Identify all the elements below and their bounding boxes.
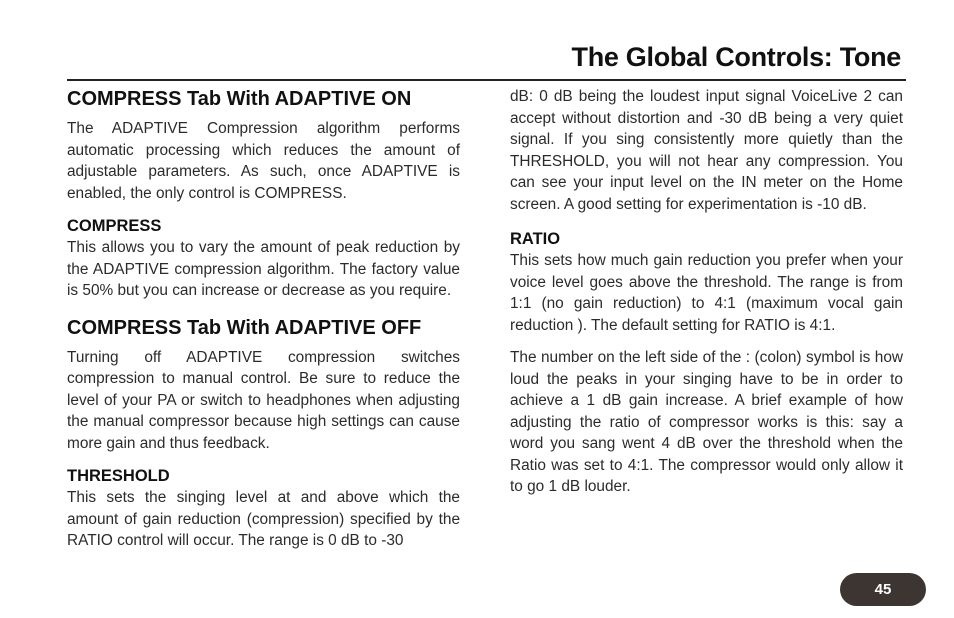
page-title: The Global Controls: Tone [571, 42, 901, 72]
right-column [510, 86, 903, 498]
paragraph-threshold: This sets the singing level at and above which the amount of gain reduction (compression) specified by the RATIO control will occur. The range is 0 dB to -30 [67, 489, 460, 549]
subheading-ratio: RATIO [510, 230, 561, 248]
paragraph-ratio: This sets how much gain reduction you prefer when your voice level goes above the threshold. The range is from 1:1 (no gain reduction) to 4:1 (maximum vocal gain reduction ). The default setting for RATIO is 4:1. [510, 252, 903, 334]
paragraph-compress: This allows you to vary the amount of peak reduction by the ADAPTIVE compression algorithm. The factory value is 50% but you can increase or decrease as you require. [67, 239, 460, 299]
paragraph-adaptive-off: Turning off ADAPTIVE compression switches compression to manual control. Be sure to reduce the level of your PA or switch to headphones when adjusting the manual compressor because high settings can cause more gain and thus feedback. [67, 348, 460, 452]
left-column [67, 86, 460, 552]
paragraph-ratio-explanation: The number on the left side of the : (colon) symbol is how loud the peaks in your singing have to be in order to achieve a 1 dB gain increase. A brief example of how adjusting the ratio of compressor works is this: say a word you sang went 4 dB over the threshold when the Ratio was set to 4:1. The compressor would only allow it to go 1 dB louder. [510, 349, 903, 495]
title-divider [67, 79, 906, 81]
section-heading-adaptive-off: COMPRESS Tab With ADAPTIVE OFF [67, 316, 422, 339]
subheading-compress: COMPRESS [67, 217, 162, 235]
paragraph-adaptive-on: The ADAPTIVE Compression algorithm performs automatic processing which reduces the amount of adjustable parameters. As such, once ADAPTIVE is enabled, the only control is COMPRESS. [67, 120, 460, 202]
paragraph-threshold-continued: dB: 0 dB being the loudest input signal VoiceLive 2 can accept without distortion and -30 dB being a very quiet signal. If you sing consistently more quietly than the THRESHOLD, you will not hear any compression. You can see your input level on the IN meter on the Home screen. A good setting for experimentation is -10 dB. [510, 88, 903, 213]
section-heading-adaptive-on: COMPRESS Tab With ADAPTIVE ON [67, 88, 412, 110]
subheading-threshold: THRESHOLD [67, 467, 170, 485]
page-number-badge: 45 [840, 573, 926, 606]
